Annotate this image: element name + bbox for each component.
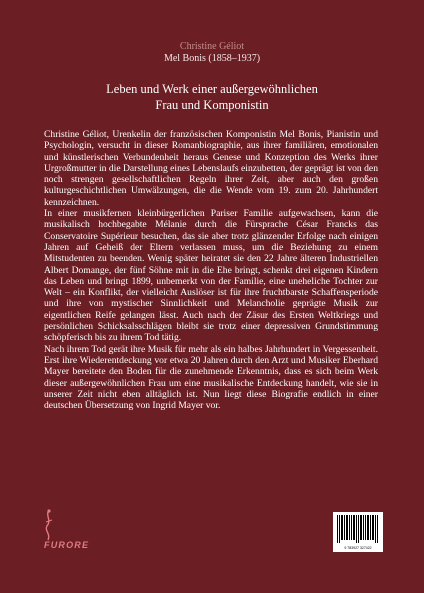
title-line-2: Frau und Komponistin [155, 98, 269, 112]
title-line-1: Leben und Werk einer außergewöhnlichen [106, 82, 318, 96]
book-title [0, 81, 424, 113]
subtitle: Mel Bonis (1858–1937) [163, 53, 261, 64]
furore-logo-icon [38, 508, 98, 558]
isbn-barcode-icon [333, 512, 383, 552]
blurb-paragraph-2: In einer musikfernen kleinbürgerlichen Pariser Familie aufgewachsen, kann die musikalisch hochbegabte Mélanie durch die Fürsprache César Francks das Conservatoire Supérieur besuchen, das sie aber trotz glänzender Erfolge nach einigen Jahren auf Geheiß der Eltern verlassen muss, um die Beziehung zu einem Mitstudenten zu beenden. Wenig später heiratet sie den 22 Jahre älteren Industriellen Albert Domange, der fünf Söhne mit in die Ehe bringt, schenkt drei eigenen Kindern das Leben und bringt 1899, unbemerkt von der Familie, eine uneheliche Tochter zur Welt – ein Konflikt, der vielleicht Auslöser ist für ihre fruchtbarste Schaffensperiode und ihre von mystischer Sinnlichkeit und Melancholie geprägte Musik zur eigentlichen Reife gelangen lässt. Auch nach der Zäsur des Ersten Weltkriegs und persönlichen Schicksalsschlägen bleibt sie trotz einer depressiven Grundstimmung schöpferisch bis zu ihrem Tod tätig. [44, 208, 378, 344]
author-name: Christine Géliot [179, 41, 245, 52]
barcode-lines [336, 515, 380, 543]
blurb-paragraph-3: Nach ihrem Tod gerät ihre Musik für mehr als ein halbes Jahrhundert in Vergessenheit. Erst ihre Wiederentdeckung vor etwa 20 Jahren durch den Arzt und Musiker Eberhard Mayer bereitete den Boden für die zunehmende Erkenntnis, dass es sich beim Werk dieser außergewöhnlichen Frau um eine musikalische Entdeckung handelt, wie sie in unserer Zeit nicht eben alltäglich ist. Nun liegt diese Biografie endlich in einer deutschen Übersetzung von Ingrid Mayer vor. [44, 343, 378, 412]
publisher-name: FURORE [44, 540, 90, 550]
blurb-paragraph-1: Christine Géliot, Urenkelin der französischen Komponistin Mel Bonis, Pianistin und Psychologin, versucht in dieser Romanbiographie, aus ihrer familiären, emotionalen und künstlerischen Verbundenheit heraus Genese und Konzeption des Werks ihrer Urgroßmutter in die Darstellung eines Lebenslaufs einzubetten, der geprägt ist von den noch strengen gesellschaftlichen Regeln ihrer Zeit, aber auch den großen kulturgeschichtlichen Umwälzungen, die die Wende vom 19. zum 20. Jahrhundert kennzeichnen. [44, 129, 378, 208]
blurb-text [44, 129, 378, 411]
barcode-number: 9 783927 327422 [344, 546, 372, 550]
